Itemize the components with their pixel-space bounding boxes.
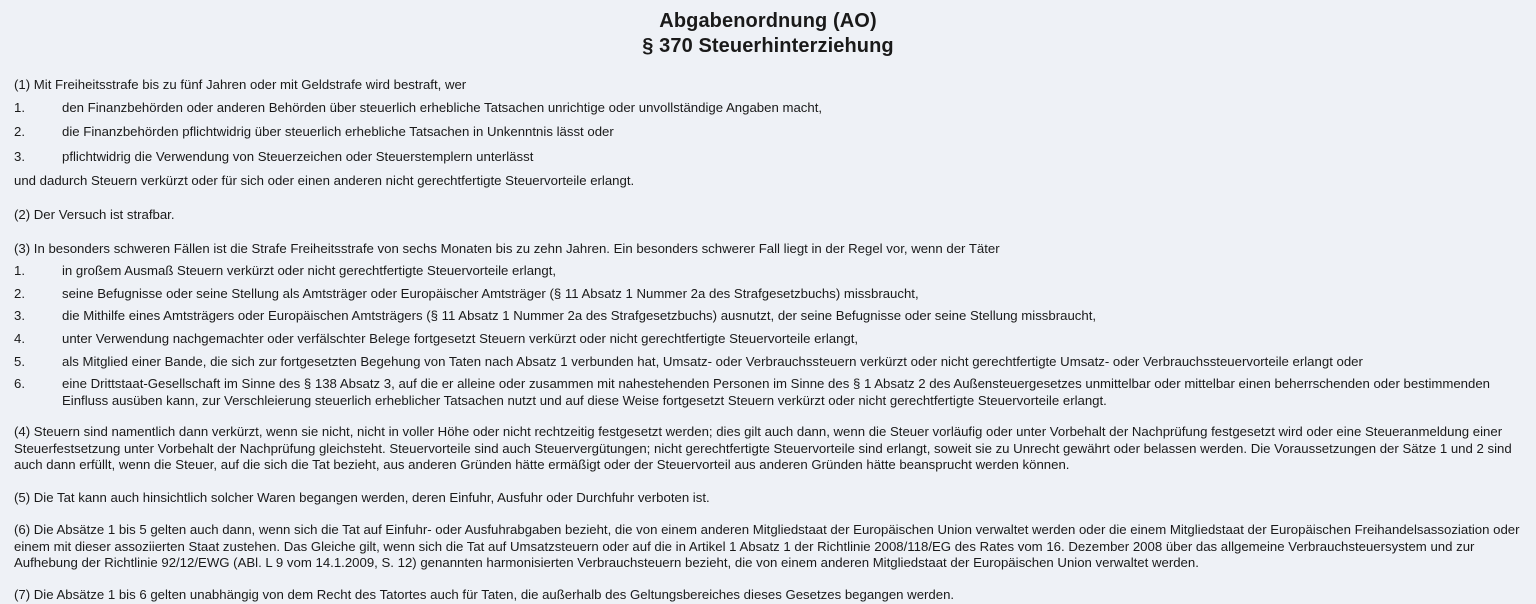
list-item — [14, 263, 1526, 280]
page-title — [0, 0, 1536, 59]
list-item-text: unter Verwendung nachgemachter oder verfälschter Belege fortgesetzt Steuern verkürzt oder nicht gerechtfertigte Steuervorteile erlangt, — [62, 330, 859, 346]
list-item-text: in großem Ausmaß Steuern verkürzt oder nicht gerechtfertigte Steuervorteile erlangt, — [62, 263, 557, 279]
list-item-text: seine Befugnisse oder seine Stellung als Amtsträger oder Europäischer Amtsträger (§ 11 Absatz 1 Nummer 2a des Strafgesetzbuchs) missbraucht, — [62, 285, 919, 301]
list-item-marker: 6. — [14, 376, 25, 392]
absatz-4: (4) Steuern sind namentlich dann verkürzt, wenn sie nicht, nicht in voller Höhe oder nicht rechtzeitig festgesetzt werden; dies gilt auch dann, wenn die Steuer vorläufig oder unter Vorbehalt der Nachprüfung festgesetzt wird oder eine Steueranmeldung einer Steuerfestsetzung unter Vorbehalt der Nachprüfung gleichsteht. Steuervorteile sind auch Steuervergütungen; nicht gerechtfertigte Steuervorteile sind erlangt, soweit sie zu Unrecht gewährt oder belassen werden. Die Voraussetzungen der Sätze 1 und 2 sind auch dann erfüllt, wenn die Steuer, auf die sich die Tat bezieht, aus anderen Gründen hätte ermäßigt oder der Steuervorteil aus anderen Gründen hätte beansprucht werden können. — [14, 424, 1512, 473]
absatz-1-closing: und dadurch Steuern verkürzt oder für sich oder einen anderen nicht gerechtfertigte Steuervorteile erlangt. — [14, 173, 635, 189]
list-item-marker: 1. — [14, 99, 25, 115]
list-item-text: den Finanzbehörden oder anderen Behörden über steuerlich erhebliche Tatsachen unrichtige oder unvollständige Angaben macht, — [62, 99, 823, 115]
list-item — [14, 308, 1526, 325]
list-item-text: die Mithilfe eines Amtsträgers oder Europäischen Amtsträgers (§ 11 Absatz 1 Nummer 2a des Strafgesetzbuchs) ausnutzt, der seine Befugnisse oder seine Stellung missbraucht, — [62, 308, 1097, 324]
document-body — [0, 77, 1536, 604]
list-item-text: als Mitglied einer Bande, die sich zur fortgesetzten Begehung von Taten nach Absatz 1 verbunden hat, Umsatz- oder Verbrauchssteuern verkürzt oder nicht gerechtfertigte Umsatz- oder Verbrauchssteuervorteile erlangt oder — [62, 353, 1363, 369]
absatz-2: (2) Der Versuch ist strafbar. — [14, 206, 175, 222]
list-item-marker: 3. — [14, 308, 25, 324]
list-item — [14, 124, 1526, 141]
list-item — [14, 149, 1526, 166]
list-item-marker: 5. — [14, 353, 25, 369]
absatz-7: (7) Die Absätze 1 bis 6 gelten unabhängig von dem Recht des Tatortes auch für Taten, die außerhalb des Geltungsbereiches dieses Gesetzes begangen werden. — [14, 587, 955, 603]
list-item-marker: 1. — [14, 263, 25, 279]
title-line-paragraph: § 370 Steuerhinterziehung — [642, 35, 894, 57]
list-item — [14, 331, 1526, 348]
list-item-marker: 2. — [14, 124, 25, 140]
list-item — [14, 354, 1526, 371]
title-line-law-name: Abgabenordnung (AO) — [659, 10, 877, 32]
list-item-text: pflichtwidrig die Verwendung von Steuerzeichen oder Steuerstemplern unterlässt — [62, 148, 534, 164]
list-item-marker: 2. — [14, 285, 25, 301]
absatz-3-lead: (3) In besonders schweren Fällen ist die Strafe Freiheitsstrafe von sechs Monaten bis zu zehn Jahren. Ein besonders schwerer Fall liegt in der Regel vor, wenn der Täter — [14, 240, 1000, 256]
absatz-1-lead: (1) Mit Freiheitsstrafe bis zu fünf Jahren oder mit Geldstrafe wird bestraft, wer — [14, 77, 467, 92]
list-item-marker: 4. — [14, 330, 25, 346]
list-item — [14, 286, 1526, 303]
list-item — [14, 100, 1526, 117]
absatz-5: (5) Die Tat kann auch hinsichtlich solcher Waren begangen werden, deren Einfuhr, Ausfuhr oder Durchfuhr verboten ist. — [14, 489, 710, 505]
absatz-1-list — [14, 100, 1526, 166]
absatz-6: (6) Die Absätze 1 bis 5 gelten auch dann, wenn sich die Tat auf Einfuhr- oder Ausfuhrabgaben bezieht, die von einem anderen Mitgliedstaat der Europäischen Union verwaltet werden oder die einem Mitgliedstaat der Europäischen Freihandelsassoziation oder einem mit dieser assoziierten Staat zustehen. Das Gleiche gilt, wenn sich die Tat auf Umsatzsteuern oder auf die in Artikel 1 Absatz 1 der Richtlinie 2008/118/EG des Rates vom 16. Dezember 2008 über das allgemeine Verbrauchsteuersystem und zur Aufhebung der Richtlinie 92/12/EWG (ABl. L 9 vom 14.1.2009, S. 12) genannten harmonisierten Verbrauchsteuern bezieht, die von einem anderen Mitgliedstaat der Europäischen Union verwaltet werden. — [14, 522, 1520, 570]
list-item-text: eine Drittstaat-Gesellschaft im Sinne des § 138 Absatz 3, auf die er alleine oder zusammen mit nahestehenden Personen im Sinne des § 1 Absatz 2 des Außensteuergesetzes unmittelbar oder mittelbar einen beherrschenden oder bestimmenden Einfluss ausüben kann, zur Verschleierung steuerlich erheblicher Tatsachen nutzt und auf diese Weise fortgesetzt Steuern verkürzt oder nicht gerechtfertigte Steuervorteile erlangt. — [62, 376, 1491, 408]
list-item-marker: 3. — [14, 148, 25, 164]
list-item-text: die Finanzbehörden pflichtwidrig über steuerlich erhebliche Tatsachen in Unkenntnis lässt oder — [62, 124, 614, 140]
list-item — [14, 376, 1526, 409]
absatz-3-list — [14, 263, 1526, 409]
